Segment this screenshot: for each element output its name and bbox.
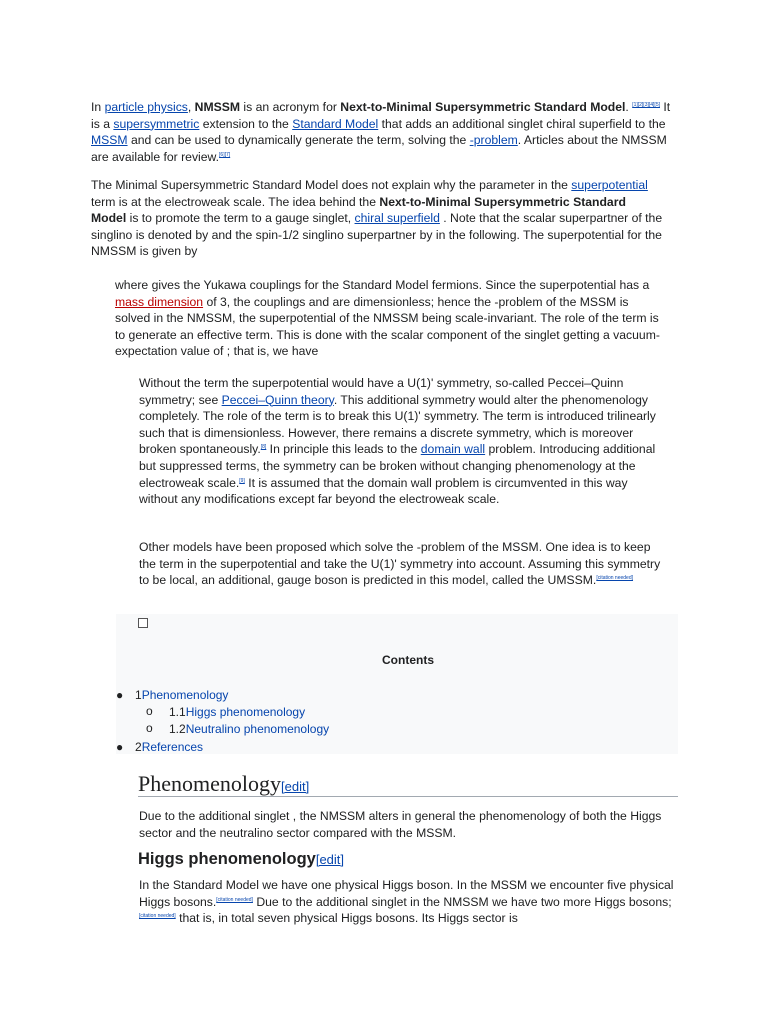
link-standard-model[interactable]: Standard Model bbox=[292, 116, 379, 131]
citation-needed-link[interactable]: [citation needed] bbox=[139, 913, 176, 920]
toc-title: Contents bbox=[382, 653, 434, 667]
ref-links[interactable]: [6][7] bbox=[219, 151, 231, 158]
toc-sub-bullet-icon: o bbox=[146, 721, 153, 735]
toc-item-higgs-phenomenology[interactable]: 1.1Higgs phenomenology bbox=[169, 705, 306, 719]
link-domain-wall[interactable]: domain wall bbox=[420, 442, 486, 457]
link-supersymmetric[interactable]: supersymmetric bbox=[113, 116, 200, 131]
toc-item-references[interactable]: 2References bbox=[135, 740, 204, 754]
link-mass-dimension[interactable]: mass dimension bbox=[115, 294, 204, 309]
phenomenology-paragraph: Due to the additional singlet , the NMSSM alters in general the phenomenology of both the Higgs sector and the neutralino sector compared with the MSSM. bbox=[139, 809, 662, 840]
citation-needed-link[interactable]: [citation needed] bbox=[596, 575, 634, 582]
link-peccei-quinn-theory[interactable]: Peccei–Quinn theory bbox=[221, 392, 334, 407]
ref-links[interactable]: [1][2][3][4][5] bbox=[632, 102, 660, 108]
edit-link[interactable]: [edit] bbox=[281, 779, 310, 794]
section-divider bbox=[138, 796, 678, 797]
link-chiral-superfield[interactable]: chiral superfield bbox=[354, 211, 440, 226]
link-mssm[interactable]: MSSM bbox=[91, 133, 128, 148]
toc-bullet-icon: ● bbox=[116, 740, 124, 754]
section-heading-higgs: Higgs phenomenology[edit] bbox=[138, 850, 345, 868]
umssm-paragraph: Other models have been proposed which solve the -problem of the MSSM. One idea is to keep the term in the superpotential and take the U(1)' symmetry into account. Assuming this symmetry to be local, an additional, gauge boson is predicted in this model, called the UMSSM.[citation needed] bbox=[139, 540, 661, 588]
toc-item-phenomenology[interactable]: 1Phenomenology bbox=[135, 688, 229, 702]
section-heading-phenomenology: Phenomenology[edit] bbox=[138, 771, 310, 796]
link-particle-physics[interactable]: particle physics bbox=[104, 100, 188, 114]
intro-paragraph: In particle physics, NMSSM is an acronym for Next-to-Minimal Supersymmetric Standard Model. [1][2][3][4][5] It is a supersymmetric extension to the Standard Model that adds an additional singlet chiral superfield to the MSSM and can be used to dynamically generate the term, solving the -problem. Articles about the NMSSM are available for review.[6][7] bbox=[91, 100, 671, 164]
toc-item-neutralino-phenomenology[interactable]: 1.2Neutralino phenomenology bbox=[169, 722, 330, 736]
toc-toggle-checkbox[interactable] bbox=[138, 618, 148, 628]
edit-link[interactable]: [edit] bbox=[315, 852, 345, 867]
link-mu-problem[interactable]: -problem bbox=[469, 133, 518, 148]
toc-sub-bullet-icon: o bbox=[146, 704, 153, 718]
yukawa-paragraph: where gives the Yukawa couplings for the Standard Model fermions. Since the superpotential has a mass dimension of 3, the couplings and are dimensionless; hence the -problem of the MSSM is solved in the NMSSM, the superpotential of the NMSSM being scale-invariant. The role of the term is to generate an effective term. This is done with the scalar component of the singlet getting a vacuum-expectation value of ; that is, we have bbox=[115, 278, 660, 359]
citation-needed-link[interactable]: [citation needed] bbox=[216, 896, 253, 903]
toc-bullet-icon: ● bbox=[116, 688, 124, 702]
higgs-paragraph: In the Standard Model we have one physical Higgs boson. In the MSSM we encounter five physical Higgs bosons.[citation needed] Due to the additional singlet in the NMSSM we have two more Higgs bosons;[citation needed] that is, in total seven physical Higgs bosons. Its Higgs sector is bbox=[139, 878, 674, 926]
superpotential-paragraph: The Minimal Supersymmetric Standard Model does not explain why the parameter in the superpotential term is at the electroweak scale. The idea behind the Next-to-Minimal Supersymmetric Standard Model is to promote the term to a gauge singlet, chiral superfield . Note that the scalar superpartner of the singlino is denoted by and the spin-1/2 singlino superpartner by in the following. The superpotential for the NMSSM is given by bbox=[91, 178, 663, 259]
peccei-quinn-paragraph: Without the term the superpotential would have a U(1)' symmetry, so-called Peccei–Quinn symmetry; see Peccei–Quinn theory. This additional symmetry would alter the phenomenology completely. The role of the term is to break this U(1)' symmetry. The term is introduced trilinearly such that is dimensionless. However, there remains a discrete symmetry, which is moreover broken spontaneously.[8] In principle this leads to the domain wall problem. Introducing additional but suppressed terms, the symmetry can be broken without changing phenomenology at the electroweak scale.[9] It is assumed that the domain wall problem is circumvented in this way without any modifications except far beyond the electroweak scale. bbox=[139, 376, 656, 507]
link-superpotential[interactable]: superpotential bbox=[571, 178, 648, 192]
ref-link[interactable]: [8] bbox=[260, 444, 267, 451]
ref-link[interactable]: [9] bbox=[239, 477, 245, 484]
